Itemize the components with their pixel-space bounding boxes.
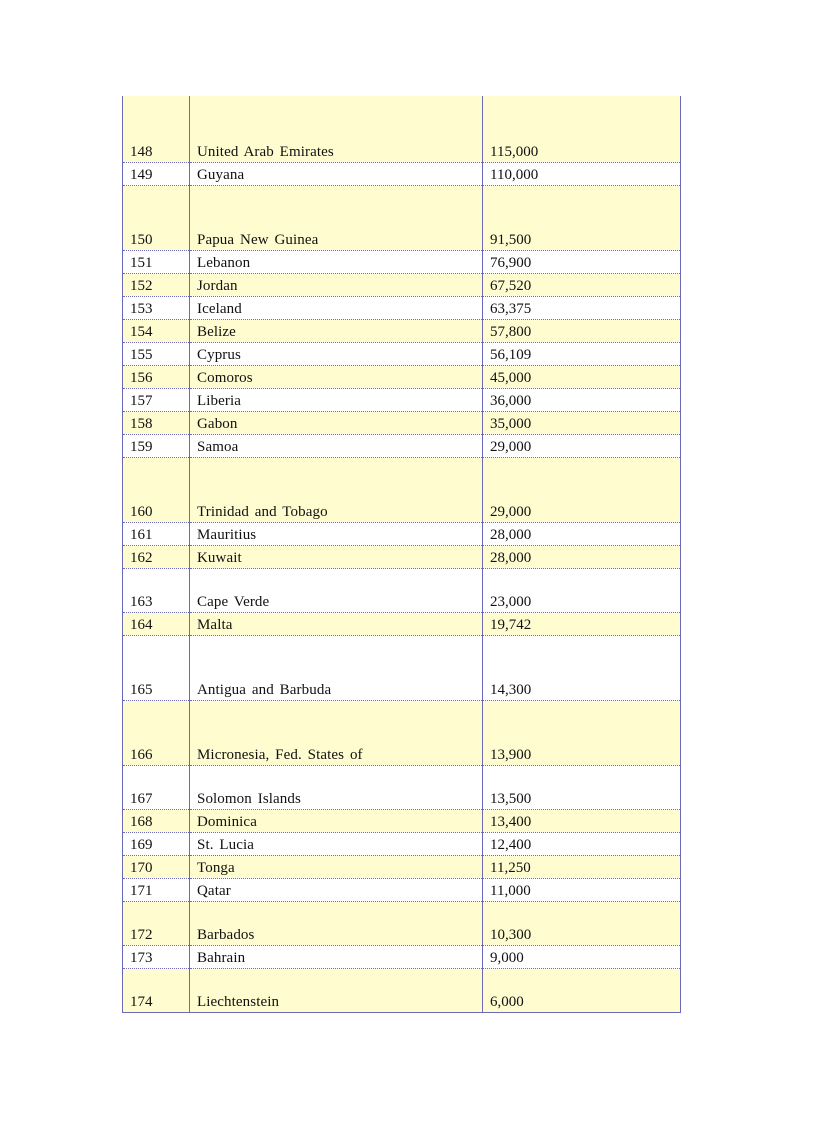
- value-cell: 19,742: [483, 613, 681, 636]
- country-cell: Tonga: [190, 856, 483, 879]
- rank-cell: 170: [123, 856, 190, 879]
- country-cell: Solomon Islands: [190, 766, 483, 810]
- rank-cell: 168: [123, 810, 190, 833]
- value-cell: 76,900: [483, 251, 681, 274]
- value-cell: 56,109: [483, 343, 681, 366]
- rank-cell: 167: [123, 766, 190, 810]
- table-row: [123, 766, 681, 810]
- country-cell: Liechtenstein: [190, 969, 483, 1013]
- table-row: [123, 458, 681, 523]
- value-cell: 11,250: [483, 856, 681, 879]
- table-row: [123, 969, 681, 1013]
- value-cell: 11,000: [483, 879, 681, 902]
- country-cell: Mauritius: [190, 523, 483, 546]
- country-cell: Belize: [190, 320, 483, 343]
- value-cell: 29,000: [483, 458, 681, 523]
- rank-cell: 148: [123, 96, 190, 163]
- value-cell: 35,000: [483, 412, 681, 435]
- rank-cell: 166: [123, 701, 190, 766]
- country-cell: Liberia: [190, 389, 483, 412]
- value-cell: 13,500: [483, 766, 681, 810]
- table-row: [123, 297, 681, 320]
- country-cell: Antigua and Barbuda: [190, 636, 483, 701]
- table-row: [123, 701, 681, 766]
- rank-cell: 158: [123, 412, 190, 435]
- table-row: [123, 902, 681, 946]
- value-cell: 6,000: [483, 969, 681, 1013]
- table-row: [123, 946, 681, 969]
- value-cell: 13,900: [483, 701, 681, 766]
- table-row: [123, 856, 681, 879]
- country-cell: Bahrain: [190, 946, 483, 969]
- value-cell: 36,000: [483, 389, 681, 412]
- value-cell: 57,800: [483, 320, 681, 343]
- country-cell: Micronesia, Fed. States of: [190, 701, 483, 766]
- table-row: [123, 435, 681, 458]
- rank-cell: 171: [123, 879, 190, 902]
- country-cell: Gabon: [190, 412, 483, 435]
- country-cell: Papua New Guinea: [190, 186, 483, 251]
- country-cell: Trinidad and Tobago: [190, 458, 483, 523]
- country-cell: Iceland: [190, 297, 483, 320]
- country-cell: Qatar: [190, 879, 483, 902]
- rank-cell: 152: [123, 274, 190, 297]
- value-cell: 115,000: [483, 96, 681, 163]
- country-cell: St. Lucia: [190, 833, 483, 856]
- ranking-table: [122, 96, 681, 1013]
- value-cell: 23,000: [483, 569, 681, 613]
- country-cell: Malta: [190, 613, 483, 636]
- table-row: [123, 833, 681, 856]
- table-row: [123, 546, 681, 569]
- table-row: [123, 613, 681, 636]
- rank-cell: 159: [123, 435, 190, 458]
- rank-cell: 162: [123, 546, 190, 569]
- country-cell: Dominica: [190, 810, 483, 833]
- rank-cell: 169: [123, 833, 190, 856]
- table-row: [123, 96, 681, 163]
- country-cell: Samoa: [190, 435, 483, 458]
- value-cell: 28,000: [483, 546, 681, 569]
- table-row: [123, 274, 681, 297]
- rank-cell: 161: [123, 523, 190, 546]
- rank-cell: 157: [123, 389, 190, 412]
- rank-cell: 172: [123, 902, 190, 946]
- table-row: [123, 343, 681, 366]
- table-row: [123, 186, 681, 251]
- table-row: [123, 569, 681, 613]
- ranking-table-body: [123, 96, 681, 1013]
- value-cell: 12,400: [483, 833, 681, 856]
- country-cell: Kuwait: [190, 546, 483, 569]
- table-row: [123, 810, 681, 833]
- country-cell: Lebanon: [190, 251, 483, 274]
- table-row: [123, 523, 681, 546]
- rank-cell: 149: [123, 163, 190, 186]
- table-row: [123, 320, 681, 343]
- country-cell: Jordan: [190, 274, 483, 297]
- value-cell: 9,000: [483, 946, 681, 969]
- country-cell: Cape Verde: [190, 569, 483, 613]
- table-row: [123, 366, 681, 389]
- country-cell: Comoros: [190, 366, 483, 389]
- country-cell: Cyprus: [190, 343, 483, 366]
- table-row: [123, 636, 681, 701]
- table-row: [123, 879, 681, 902]
- value-cell: 91,500: [483, 186, 681, 251]
- rank-cell: 155: [123, 343, 190, 366]
- table-row: [123, 412, 681, 435]
- value-cell: 110,000: [483, 163, 681, 186]
- rank-cell: 165: [123, 636, 190, 701]
- table-row: [123, 251, 681, 274]
- country-cell: Barbados: [190, 902, 483, 946]
- value-cell: 67,520: [483, 274, 681, 297]
- table-row: [123, 163, 681, 186]
- rank-cell: 164: [123, 613, 190, 636]
- rank-cell: 174: [123, 969, 190, 1013]
- rank-cell: 153: [123, 297, 190, 320]
- value-cell: 14,300: [483, 636, 681, 701]
- rank-cell: 154: [123, 320, 190, 343]
- rank-cell: 151: [123, 251, 190, 274]
- table-row: [123, 389, 681, 412]
- rank-cell: 156: [123, 366, 190, 389]
- value-cell: 10,300: [483, 902, 681, 946]
- country-cell: United Arab Emirates: [190, 96, 483, 163]
- value-cell: 45,000: [483, 366, 681, 389]
- country-cell: Guyana: [190, 163, 483, 186]
- rank-cell: 173: [123, 946, 190, 969]
- value-cell: 63,375: [483, 297, 681, 320]
- value-cell: 29,000: [483, 435, 681, 458]
- rank-cell: 160: [123, 458, 190, 523]
- rank-cell: 163: [123, 569, 190, 613]
- rank-cell: 150: [123, 186, 190, 251]
- value-cell: 13,400: [483, 810, 681, 833]
- value-cell: 28,000: [483, 523, 681, 546]
